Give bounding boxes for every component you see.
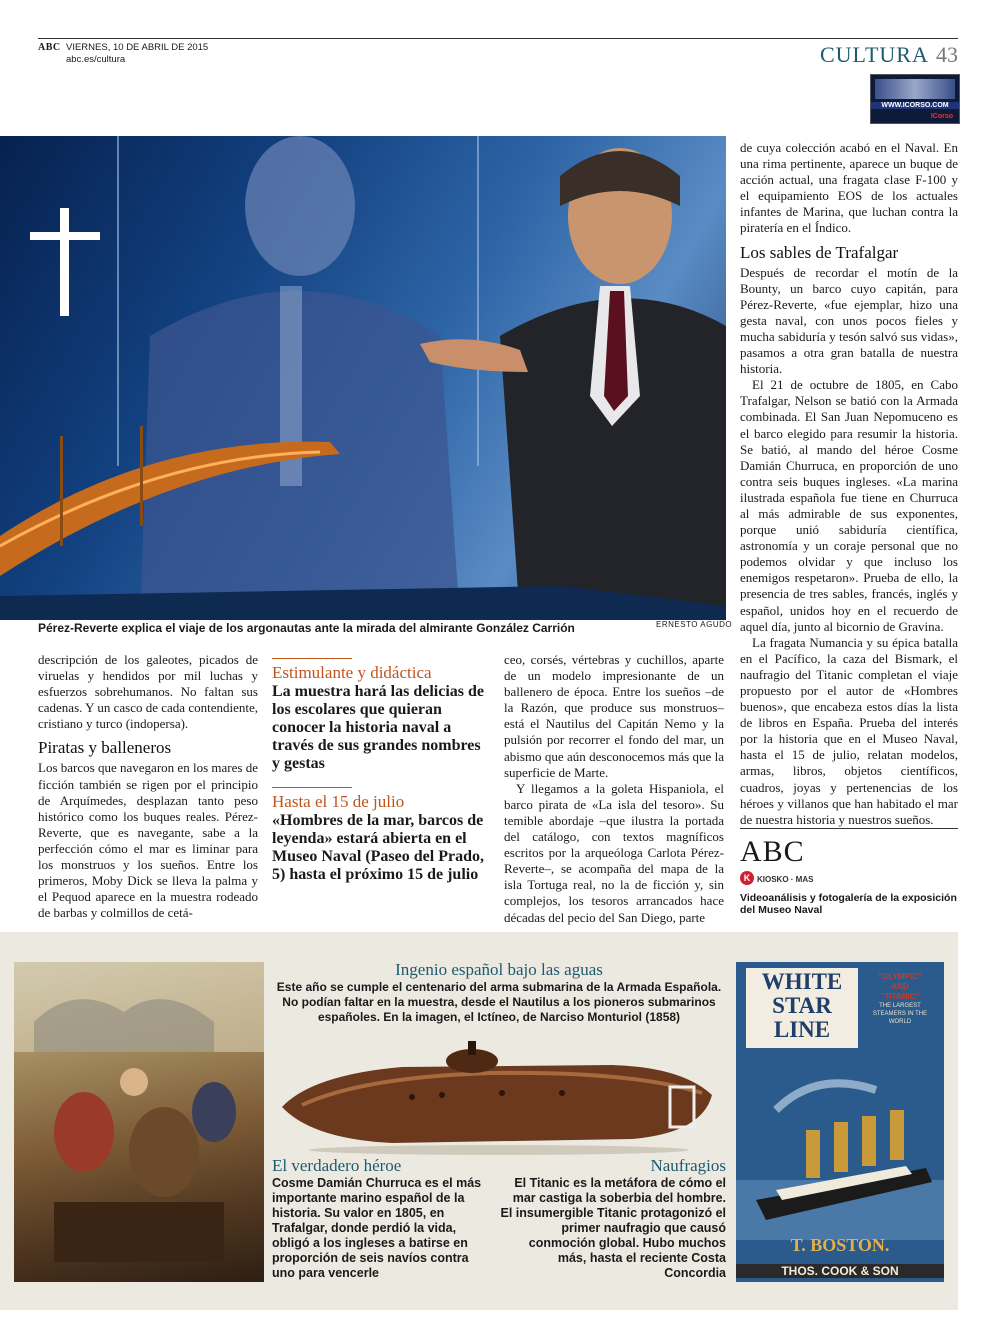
kiosko-label: KIOSKO · MAS bbox=[757, 875, 814, 884]
section-url[interactable]: abc.es/cultura bbox=[66, 54, 126, 65]
poster-city: T. BOSTON. bbox=[790, 1235, 890, 1255]
article-paragraph: descripción de los galeotes, picados de viruelas y hendidos por mil luchas y esfuerzos sobrehumanos. No faltan sus cadenas. Y un casco de cada contendiente, cristiano y turco (indopersa). bbox=[38, 652, 258, 732]
highlight-heading: Hasta el 15 de julio bbox=[272, 792, 405, 811]
main-photo-art bbox=[0, 136, 726, 620]
shipwrecks-heading: Naufragios bbox=[650, 1156, 726, 1175]
kiosk-banner bbox=[875, 79, 955, 99]
hero-heading: El verdadero héroe bbox=[272, 1156, 402, 1175]
page-number: 43 bbox=[936, 42, 958, 67]
article-column-3 bbox=[504, 652, 724, 926]
shipwrecks-text: El Titanic es la metáfora de cómo el mar castiga la soberbia del hombre. El insumergible Titanic protagonizó el primer naufragio que causó conmoción global. Hubo muchos más, hasta el reciente Costa Concordia bbox=[500, 1176, 726, 1280]
white-star-line-poster bbox=[736, 962, 944, 1282]
article-paragraph: La fragata Numancia y su épica batalla en el Pacífico, la caza del Bismark, el naufragio del Titanic completan el viaje propuesto por el autor de «Hombres buenos», que encabeza estos días la lista de libros en España. Prueba del interés por la historia que en el Museo Naval, hasta el 15 de julio, relatan modelos, armas, libros, objetos científicos, cuadros, joyas y pertenencias de los héroes y villanos que han habitado el mar de nuestra historia y nuestros sueños. bbox=[740, 634, 958, 827]
submarine-image bbox=[272, 1035, 726, 1155]
header-rule bbox=[38, 38, 958, 39]
article-paragraph: de cuya colección acabó en el Naval. En una rima pertinente, aparece un buque de acción actual, una fragata clase F-100 y el equipamiento EOS de los actuales infantes de Marina, que luchan contra la piratería en el Índico. bbox=[740, 140, 958, 236]
article-paragraph: Y llegamos a la goleta Hispaniola, el barco pirata de «La isla del tesoro». Su temible abordaje –que ilustra la portada del catálogo, con textos magníficos escritos por la arqueóloga Carlota Pérez-Reverte–, se acompaña del mapa de la isla Tortuga real, no la de ficción y, sin complejos, los tesoros arrancados hace décadas del pecio del San Diego, parte bbox=[504, 780, 724, 925]
kiosko-icon: K bbox=[740, 871, 754, 885]
issue-date: VIERNES, 10 DE ABRIL DE 2015 bbox=[66, 42, 209, 53]
submarine-art bbox=[272, 1035, 726, 1155]
poster-text: THE LARGEST STEAMERS IN THE WORLD bbox=[872, 1003, 928, 1025]
poster-agent: THOS. COOK & SON bbox=[736, 1264, 944, 1278]
poster-logo bbox=[746, 968, 858, 1048]
abc-logo: ABC bbox=[740, 835, 805, 868]
sidebar-rule bbox=[272, 658, 352, 659]
kiosk-stamp bbox=[870, 74, 960, 124]
article-paragraph: Los barcos que navegaron en los mares de ficción también se rigen por el principio de Arquímedes, desplazan tanto peso histórico como los buques reales. Pérez-Reverte, que es navegante, sabe a la perfección cómo el mar es liminar para los monstruos y los sueños. Entre los primeros, Moby Dick se lleva la palma y el Pequod aparece en la muestra rodeado de barbas y colmillos de cetá- bbox=[38, 760, 258, 921]
hero-text: Cosme Damián Churruca es el más importante marino español de la historia. Su valor en 1805, en Trafalgar, donde perdió la vida, obligó a los ingleses a batirse en proporción de seis navíos contra uno para vencerle bbox=[272, 1176, 482, 1280]
article-column-4 bbox=[740, 140, 958, 828]
section-title: CULTURA bbox=[820, 42, 929, 67]
highlight-heading: Estimulante y didáctica bbox=[272, 663, 432, 682]
poster-ship-art bbox=[736, 1050, 944, 1240]
photo-caption: Pérez-Reverte explica el viaje de los argonautas ante la mirada del almirante González Carrión bbox=[38, 621, 575, 635]
poster-text: WHITE bbox=[761, 969, 843, 994]
poster-text: STAR bbox=[772, 993, 832, 1018]
poster-ship-names bbox=[862, 972, 938, 1026]
poster-text: AND bbox=[891, 982, 909, 991]
sidebar-rule bbox=[272, 787, 352, 788]
article-paragraph: ceo, corsés, vértebras y cuchillos, aparte de un modelo impresionante de un ballenero de época. Entre los sueños –de la Razón, que produce sus monstruos– está el Nautilus del Capitán Nemo y la pulsión por recorrer el fondo del mar, un abismo que aún desconocemos más que la superficie de Marte. bbox=[504, 652, 724, 780]
sidebar-highlights bbox=[272, 658, 490, 898]
highlight-text: «Hombres de la mar, barcos de leyenda» estará abierta en el Museo Naval (Paseo del Prado, 5) hasta el próximo 15 de julio bbox=[272, 812, 484, 883]
battle-painting-image bbox=[14, 962, 264, 1282]
main-photo bbox=[0, 136, 726, 620]
subheading: Los sables de Trafalgar bbox=[740, 242, 899, 262]
battle-painting-art bbox=[14, 962, 264, 1282]
photo-credit: ERNESTO AGUDO bbox=[656, 620, 733, 629]
kiosk-url: WWW.ICORSO.COM bbox=[871, 102, 959, 109]
poster-text: LINE bbox=[773, 1017, 831, 1042]
subheading: Piratas y balleneros bbox=[38, 738, 172, 758]
highlight-text: La muestra hará las delicias de los escolares que quieran conocer la historia naval a través de sus grandes nombres y gestas bbox=[272, 683, 484, 772]
article-column-1 bbox=[38, 652, 258, 921]
newspaper-name: ABC bbox=[38, 42, 61, 53]
promo-rule bbox=[740, 828, 958, 829]
feature-title: Ingenio español bajo las aguas bbox=[395, 960, 603, 979]
article-paragraph: El 21 de octubre de 1805, en Cabo Trafalgar, Nelson se batió con la Armada combinada. El San Juan Nepomuceno es el barco elegido para resumir la historia. Se batió, al mando del héroe Cosme Damián Churruca, en proporción de uno contra seis buques ingleses. «La marina ilustrada española fue tiene en Churruca al más admirable de sus exponentes, porque unió sabiduría científica, astronomía y un coraje personal que no podemos olvidar y que incluso los enemigos respetaron». Prueba de ello, la presencia de tres sables, francés, inglés y español, unidos hoy en el recuerdo de aquel día, junto al bicornio de Gravina. bbox=[740, 377, 958, 634]
poster-text: "OLYMPIC" bbox=[878, 972, 922, 981]
kiosk-brand: ICorso bbox=[930, 113, 953, 120]
poster-text: "TITANIC" bbox=[880, 992, 920, 1001]
multimedia-promo[interactable] bbox=[740, 828, 958, 916]
kiosko-badge bbox=[740, 869, 958, 887]
promo-description: Videoanálisis y fotogalería de la exposición del Museo Naval bbox=[740, 892, 957, 916]
article-paragraph: Después de recordar el motín de la Bounty, un barco cuyo capitán, para Pérez-Reverte, «fue ejemplar, hizo una gesta naval, con unos pocos fieles y mucha sabiduría y tesón salvó sus vidas», pasamos a otra gran batalla de nuestra historia. bbox=[740, 264, 958, 377]
feature-description: Este año se cumple el centenario del arma submarina de la Armada Española. No podían faltar en la muestra, desde el Nautilus a los pioneros submarinos españoles. En la imagen, el Ictíneo, de Narciso Monturiol (1858) bbox=[276, 980, 722, 1024]
